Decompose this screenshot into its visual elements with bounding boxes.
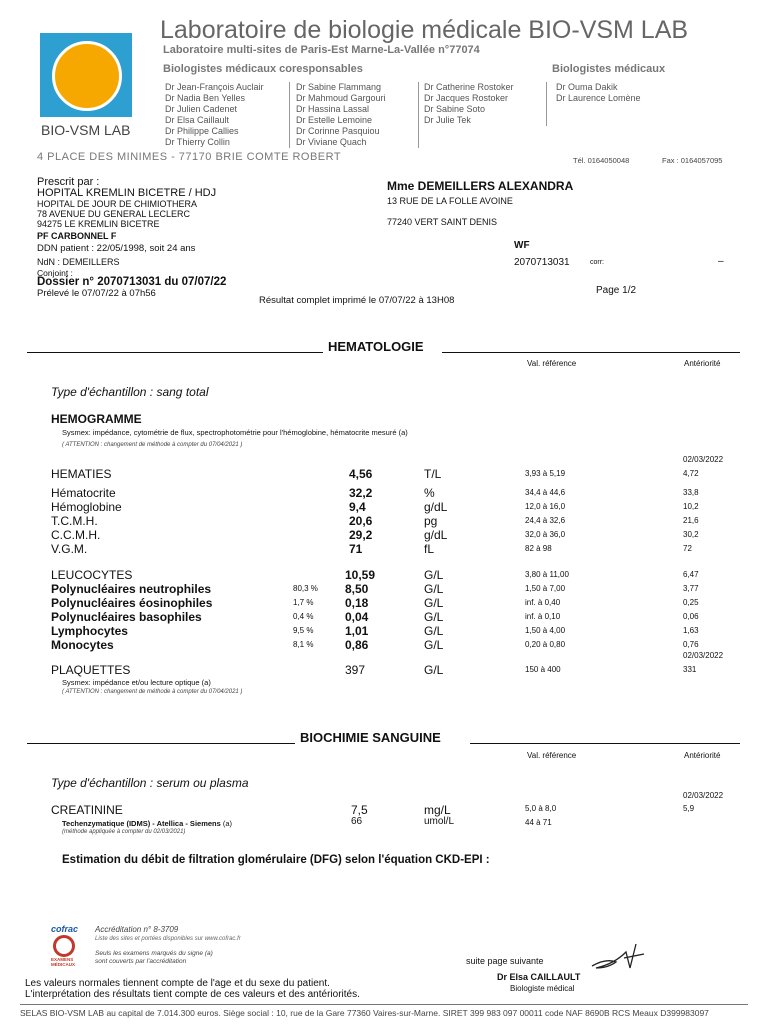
ddn: DDN patient : 22/05/1998, soit 24 ans — [37, 243, 196, 254]
hemato-row-value: 4,56 — [349, 467, 373, 481]
creatinine-value-umol: 66 — [351, 816, 363, 827]
accreditation-note1: Seuls les examens marqués du signe (a) — [95, 950, 213, 957]
creatinine-unit: mg/L — [424, 803, 451, 817]
normales-line2: L'interprétation des résultats tient compte de ces valeurs et des antériorités. — [25, 989, 360, 1000]
signer-role: Biologiste médical — [510, 984, 575, 993]
bio-sample-type: Type d'échantillon : serum ou plasma — [51, 776, 249, 790]
lab-title: Laboratoire de biologie médicale BIO-VSM LAB — [160, 16, 689, 44]
plaquettes-attention: ( ATTENTION : changement de méthode à compter du 07/04/2021 ) — [62, 689, 243, 695]
hemato-row-ant: 0,76 — [683, 640, 699, 649]
hemato-row-unit: fL — [424, 542, 435, 556]
hemato-row-pct: 80,3 % — [293, 584, 318, 593]
hemato-row-value: 20,6 — [349, 514, 373, 528]
doctor-name: Dr Sabine Soto — [424, 104, 486, 114]
doctor-name: Dr Philippe Callies — [165, 126, 239, 136]
hemato-row-ant: 21,6 — [683, 516, 699, 525]
hemato-row-name: Lymphocytes — [51, 624, 128, 638]
wf-label: WF — [514, 240, 530, 251]
hemato-row-name: Polynucléaires basophiles — [51, 610, 202, 624]
hemato-date2: 02/03/2022 — [683, 651, 724, 660]
hemato-row-ref: 32,0 à 36,0 — [525, 530, 566, 539]
creatinine-method: Techenzymatique (IDMS) - Atellica - Siemens (a) — [62, 819, 233, 828]
hemato-row-ref: 82 à 98 — [525, 544, 552, 553]
hemato-row-ant: 72 — [683, 544, 692, 553]
prescrit-label: Prescrit par : — [37, 176, 100, 188]
hemato-row-value: 8,50 — [345, 582, 369, 596]
doctors-col4 — [556, 82, 641, 104]
creatinine-note: (méthode appliquée à compter du 02/03/2021) — [62, 829, 186, 835]
cofrac-word: cofrac — [51, 924, 79, 934]
hemato-row-ant: 0,06 — [683, 612, 699, 621]
patient-code: 2070713031 — [514, 257, 570, 268]
hemato-row-unit: G/L — [424, 624, 444, 638]
hemato-row-ref: 3,93 à 5,19 — [525, 469, 566, 478]
hemato-row-ant: 33,8 — [683, 488, 699, 497]
hemogramme-title: HEMOGRAMME — [51, 412, 142, 426]
creatinine-unit-umol: umol/L — [424, 816, 455, 827]
preleve: Prélevé le 07/07/22 à 07h56 — [37, 288, 156, 299]
logo-text: BIO-VSM LAB — [41, 122, 131, 138]
prescriber-doctor: PF CARBONNEL F — [37, 231, 117, 241]
hemato-row-value: 0,18 — [345, 596, 369, 610]
conjoint: Conjoint : — [37, 268, 73, 278]
patient-name: Mme DEMEILLERS ALEXANDRA — [387, 179, 574, 193]
accreditation-sub: Liste des sites et portées disponibles sur www.cofrac.fr — [95, 936, 241, 942]
hemato-row-name: Polynucléaires éosinophiles — [51, 596, 213, 610]
doctor-name: Dr Julien Cadenet — [165, 104, 238, 114]
prescriber-line2: HOPITAL DE JOUR DE CHIMIOTHERA — [37, 199, 198, 209]
hemato-row-value: 9,4 — [349, 500, 366, 514]
hemato-sample-type: Type d'échantillon : sang total — [51, 385, 209, 399]
cofrac-logo — [51, 924, 81, 972]
hemato-row-ant: 6,47 — [683, 570, 699, 579]
patient-city: 77240 VERT SAINT DENIS — [387, 217, 498, 227]
plaquettes-value: 397 — [345, 663, 366, 677]
resultat-imprime: Résultat complet imprimé le 07/07/22 à 13H08 — [259, 295, 455, 306]
hemato-row-name: T.C.M.H. — [51, 514, 98, 528]
legal-footer: SELAS BIO-VSM LAB au capital de 7.014.300 euros. Siège social : 10, rue de la Gare 77360 Vaires-sur-Marne. SIRET 399 983 097 00011 code NAF 8690B RCS Meaux D399983097 — [20, 1008, 709, 1018]
creatinine-ant: 5,9 — [683, 804, 695, 813]
hemato-row-pct: 8,1 % — [293, 640, 314, 649]
hemato-row-ref: inf. à 0,10 — [525, 612, 561, 621]
hemato-row-value: 0,04 — [345, 610, 369, 624]
hemato-row-unit: G/L — [424, 610, 444, 624]
hemato-row-ref: 12,0 à 16,0 — [525, 502, 566, 511]
section-biochimie: BIOCHIMIE SANGUINE — [300, 730, 441, 745]
hemato-row-ref: inf. à 0,40 — [525, 598, 561, 607]
hemato-row-value: 1,01 — [345, 624, 369, 638]
hemato-row-unit: G/L — [424, 582, 444, 596]
doctor-name: Dr Nadia Ben Yelles — [165, 93, 246, 103]
doctor-name: Dr Estelle Lemoine — [296, 115, 373, 125]
signature — [586, 938, 648, 974]
hemato-row-pct: 0,4 % — [293, 612, 314, 621]
hemato-row-ref: 0,20 à 0,80 — [525, 640, 566, 649]
hemato-row-name: HEMATIES — [51, 467, 112, 481]
doctors-col2 — [296, 82, 386, 148]
creatinine-value: 7,5 — [351, 803, 368, 817]
section-hematologie: HEMATOLOGIE — [328, 339, 424, 354]
page-number: Page 1/2 — [596, 285, 637, 296]
hemato-row-ant: 4,72 — [683, 469, 699, 478]
hemato-row-ref: 1,50 à 7,00 — [525, 584, 566, 593]
lab-tel: Tél. 0164050048 — [573, 156, 630, 165]
lab-fax: Fax : 0164057095 — [662, 156, 723, 165]
cofrac-sub: EXAMENS MÉDICAUX — [51, 957, 76, 967]
creatinine-ref: 5,0 à 8,0 — [525, 804, 557, 813]
doctor-name: Dr Mahmoud Gargouri — [296, 93, 386, 103]
hemato-row-unit: G/L — [424, 568, 444, 582]
doctor-name: Dr Viviane Quach — [296, 137, 367, 147]
doctor-name: Dr Jacques Rostoker — [424, 93, 509, 103]
doctor-name: Dr Sabine Flammang — [296, 82, 382, 92]
bio-heading: Biologistes médicaux — [552, 63, 666, 75]
suite-page: suite page suivante — [466, 956, 544, 966]
doctor-name: Dr Laurence Lomène — [556, 93, 641, 103]
dossier-number: Dossier n° 2070713031 du 07/07/22 — [37, 276, 227, 288]
hemato-row-unit: g/dL — [424, 500, 448, 514]
dfg-title: Estimation du débit de filtration glomérulaire (DFG) selon l'équation CKD-EPI : — [62, 854, 490, 866]
hemato-row-ant: 3,77 — [683, 584, 699, 593]
hemato-row-name: LEUCOCYTES — [51, 568, 133, 582]
hemato-row-unit: T/L — [424, 467, 442, 481]
plaquettes-unit: G/L — [424, 663, 444, 677]
hemato-row-name: Hématocrite — [51, 486, 116, 500]
signer-name: Dr Elsa CAILLAULT — [497, 972, 581, 982]
hemato-row-name: Hémoglobine — [51, 500, 122, 514]
prescriber-line1: HOPITAL KREMLIN BICETRE / HDJ — [37, 187, 217, 199]
bio-ant-header: Antériorité — [684, 751, 721, 760]
doctor-name: Dr Corinne Pasquiou — [296, 126, 380, 136]
hemato-row-value: 71 — [349, 542, 363, 556]
doctor-name: Dr Ouma Dakik — [556, 82, 618, 92]
bio-date: 02/03/2022 — [683, 791, 724, 800]
hemato-row-ref: 24,4 à 32,6 — [525, 516, 566, 525]
hemato-row-pct: 1,7 % — [293, 598, 314, 607]
hemato-row-ant: 10,2 — [683, 502, 699, 511]
creatinine-name: CREATININE — [51, 803, 123, 817]
hemato-row-value: 32,2 — [349, 486, 373, 500]
corr-dash: – — [718, 256, 724, 267]
plaquettes-ref: 150 à 400 — [525, 665, 561, 674]
bio-valref-header: Val. référence — [527, 751, 577, 760]
doctor-name: Dr Jean-François Auclair — [165, 82, 264, 92]
doctors-col3 — [424, 82, 514, 126]
hemogramme-attention: ( ATTENTION : changement de méthode à compter du 07/04/2021 ) — [62, 442, 243, 448]
normales-line1: Les valeurs normales tiennent compte de l'age et du sexe du patient. — [25, 978, 330, 989]
ndn: NdN : DEMEILLERS — [37, 257, 120, 267]
hemato-row-unit: pg — [424, 514, 438, 528]
creatinine-ref-umol: 44 à 71 — [525, 818, 552, 827]
hemato-row-unit: G/L — [424, 596, 444, 610]
hemato-row-ref: 1,50 à 4,00 — [525, 626, 566, 635]
prescriber-line3: 78 AVENUE DU GENERAL LECLERC — [37, 209, 191, 219]
hemato-row-ant: 1,63 — [683, 626, 699, 635]
hemato-row-unit: % — [424, 486, 435, 500]
hemato-valref-header: Val. référence — [527, 359, 577, 368]
hemato-row-ant: 0,25 — [683, 598, 699, 607]
accreditation: Accréditation n° 8-3709 — [95, 925, 179, 934]
hemato-row-ref: 3,80 à 11,00 — [525, 570, 569, 579]
patient-street: 13 RUE DE LA FOLLE AVOINE — [387, 196, 513, 206]
doctor-name: Dr Hassina Lassal — [296, 104, 370, 114]
hemato-row-ant: 30,2 — [683, 530, 699, 539]
hemato-row-name: C.C.M.H. — [51, 528, 101, 542]
accreditation-note2: sont couverts par l'accréditation — [95, 958, 187, 965]
hemato-row-unit: g/dL — [424, 528, 448, 542]
doctor-name: Dr Julie Tek — [424, 115, 471, 125]
plaquettes-name: PLAQUETTES — [51, 663, 131, 677]
hemato-row-ref: 34,4 à 44,6 — [525, 488, 566, 497]
hemato-ant-header: Antériorité — [684, 359, 721, 368]
hemogramme-method: Sysmex: impédance, cytométrie de flux, spectrophotométrie pour l'hémoglobine, hématocrite mesuré (a) — [62, 428, 408, 437]
hemato-row-value: 29,2 — [349, 528, 373, 542]
prescriber-line4: 94275 LE KREMLIN BICETRE — [37, 219, 160, 229]
hemato-row-name: Polynucléaires neutrophiles — [51, 582, 212, 596]
hemato-row-value: 0,86 — [345, 638, 369, 652]
hemato-row-name: V.G.M. — [51, 542, 88, 556]
plaquettes-method: Sysmex: impédance et/ou lecture optique (a) — [62, 678, 211, 687]
hemato-row-value: 10,59 — [345, 568, 376, 582]
doctor-name: Dr Elsa Caillault — [165, 115, 230, 125]
doctor-name: Dr Catherine Rostoker — [424, 82, 514, 92]
doctors-col1 — [165, 82, 264, 148]
lab-address: 4 PLACE DES MINIMES - 77170 BRIE COMTE ROBERT — [37, 151, 342, 163]
corr-label: corr: — [590, 259, 604, 266]
coresp-heading: Biologistes médicaux coresponsables — [163, 63, 363, 75]
plaquettes-ant: 331 — [683, 665, 697, 674]
hemato-row-unit: G/L — [424, 638, 444, 652]
hemato-row-name: Monocytes — [51, 638, 114, 652]
lab-subtitle: Laboratoire multi-sites de Paris-Est Marne-La-Vallée n°77074 — [163, 44, 480, 56]
hemato-date1: 02/03/2022 — [683, 455, 724, 464]
hemato-row-pct: 9,5 % — [293, 626, 314, 635]
doctor-name: Dr Thierry Collin — [165, 137, 230, 147]
lab-logo — [40, 33, 132, 117]
